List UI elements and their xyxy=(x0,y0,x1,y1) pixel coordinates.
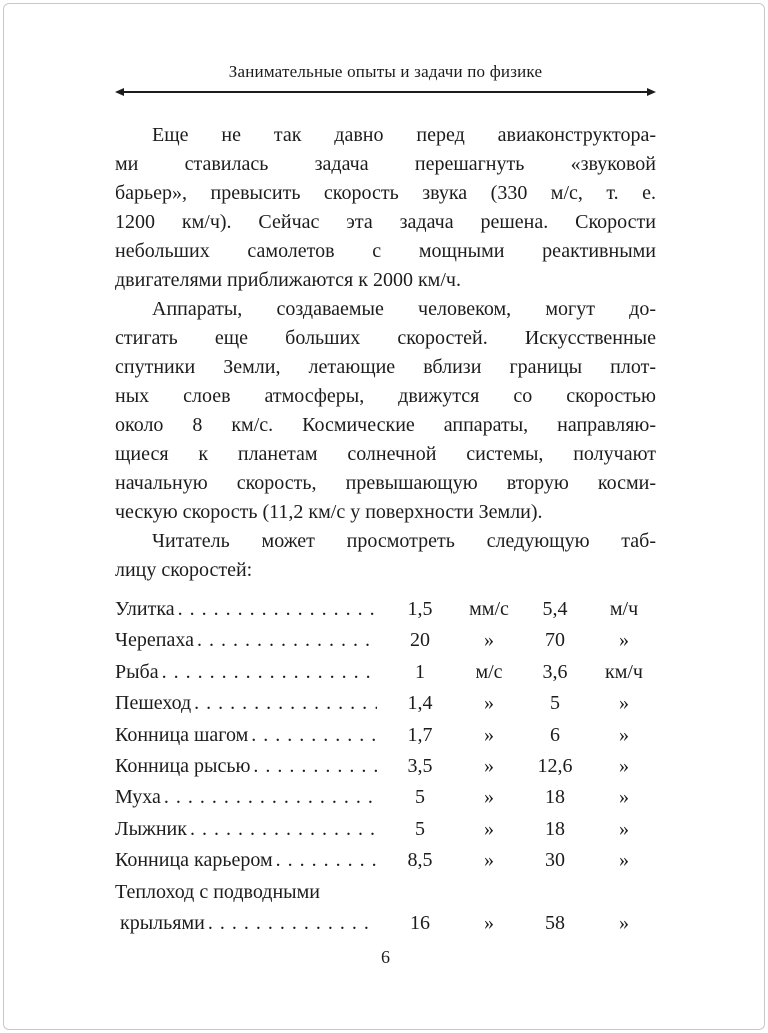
body-text xyxy=(115,121,656,585)
value-2: 30 xyxy=(545,849,565,872)
table-row xyxy=(115,751,656,782)
value-1: 16 xyxy=(410,912,430,935)
text-line: двигателями приближаются к 2000 км/ч. xyxy=(115,269,461,291)
text-line: Аппараты, создаваемые человеком, могут до- xyxy=(152,298,656,320)
table-row xyxy=(115,877,656,908)
unit-1: » xyxy=(484,629,494,652)
table-row xyxy=(115,657,656,688)
value-1: 1,7 xyxy=(407,723,433,746)
unit-2: » xyxy=(619,849,629,872)
arrow-right-icon xyxy=(647,88,656,96)
dot-leader xyxy=(178,594,377,625)
unit-2: » xyxy=(619,723,629,746)
table-row xyxy=(115,782,656,813)
dot-leader xyxy=(162,657,377,688)
row-label: Теплоход с подводными xyxy=(115,880,320,903)
value-2: 5 xyxy=(550,692,560,715)
value-2: 70 xyxy=(545,629,565,652)
unit-2: » xyxy=(619,755,629,778)
unit-2: » xyxy=(619,817,629,840)
value-1: 3,5 xyxy=(407,755,433,778)
table-row xyxy=(115,908,656,939)
header-rule xyxy=(115,88,656,96)
row-label: Конница рысью xyxy=(115,755,251,778)
dot-leader xyxy=(251,720,377,751)
unit-2: м/ч xyxy=(609,598,639,620)
table-row xyxy=(115,814,656,845)
arrow-left-icon xyxy=(115,88,124,96)
value-2: 58 xyxy=(545,912,565,935)
table-row xyxy=(115,594,656,625)
dot-leader xyxy=(197,625,377,656)
dot-leader xyxy=(208,908,377,939)
row-label: Конница карьером xyxy=(115,849,273,872)
value-1: 8,5 xyxy=(407,849,433,872)
table-row xyxy=(115,688,656,719)
value-2: 12,6 xyxy=(537,755,573,778)
unit-1: » xyxy=(484,723,494,746)
text-line: ных слоев атмосферы, движутся со скоростью xyxy=(115,385,656,407)
text-line: начальную скорость, превышающую вторую косми- xyxy=(115,472,656,494)
dot-leader xyxy=(276,845,377,876)
value-1: 5 xyxy=(415,817,425,840)
unit-1: » xyxy=(484,692,494,715)
row-label: Рыба xyxy=(115,660,159,683)
text-line: спутники Земли, летающие вблизи границы плот- xyxy=(115,356,656,378)
rule-line xyxy=(124,91,647,92)
row-label: Лыжник xyxy=(115,817,187,840)
text-line: небольших самолетов с мощными реактивными xyxy=(115,240,656,262)
value-1: 1,4 xyxy=(407,692,433,715)
text-line: 1200 км/ч). Сейчас эта задача решена. Скорости xyxy=(115,211,656,233)
value-2: 6 xyxy=(550,723,560,746)
unit-2: » xyxy=(619,786,629,809)
text-line: Читатель может просмотреть следующую таб- xyxy=(152,530,656,552)
dot-leader xyxy=(190,814,377,845)
text-line: лицу скоростей: xyxy=(115,559,253,581)
value-1: 20 xyxy=(410,629,430,652)
value-2: 18 xyxy=(545,817,565,840)
value-1: 1 xyxy=(415,660,425,683)
table-row xyxy=(115,845,656,876)
unit-1: » xyxy=(484,755,494,778)
text-line: ми ставилась задача перешагнуть «звуковой xyxy=(115,153,656,175)
text-line: Еще не так давно перед авиаконструктора- xyxy=(152,124,656,146)
unit-2: км/ч xyxy=(605,660,643,683)
speed-table xyxy=(115,594,656,939)
value-1: 5 xyxy=(415,786,425,809)
unit-1: » xyxy=(484,849,494,872)
unit-2: » xyxy=(619,629,629,652)
table-row xyxy=(115,625,656,656)
row-label: Черепаха xyxy=(115,629,194,652)
unit-1: » xyxy=(484,786,494,809)
row-label: крыльями xyxy=(115,912,205,935)
text-line: щиеся к планетам солнечной системы, получают xyxy=(115,443,656,465)
table-row xyxy=(115,720,656,751)
unit-1: мм/с xyxy=(469,598,509,620)
row-label: Муха xyxy=(115,786,161,809)
unit-1: » xyxy=(484,817,494,840)
text-block xyxy=(115,0,656,968)
dot-leader xyxy=(253,751,377,782)
dot-leader xyxy=(194,688,377,719)
row-label: Пешеход xyxy=(115,692,192,715)
unit-1: » xyxy=(484,912,494,935)
value-2: 5,4 xyxy=(542,598,568,620)
text-line: ческую скорость (11,2 км/с у поверхности Земли). xyxy=(115,501,543,523)
value-1: 1,5 xyxy=(407,598,433,620)
text-line: барьер», превысить скорость звука (330 м/с, т. е. xyxy=(115,182,656,204)
dot-leader xyxy=(164,782,377,813)
unit-2: » xyxy=(619,912,629,935)
row-label: Конница шагом xyxy=(115,723,249,746)
value-2: 18 xyxy=(545,786,565,809)
unit-2: » xyxy=(619,692,629,715)
row-label: Улитка xyxy=(115,598,175,620)
value-2: 3,6 xyxy=(542,660,568,683)
page-number: 6 xyxy=(381,947,390,968)
header-title: Занимательные опыты и задачи по физике xyxy=(228,62,543,81)
text-line: около 8 км/с. Космические аппараты, направляю- xyxy=(115,414,656,436)
unit-1: м/с xyxy=(475,660,503,683)
text-line: стигать еще больших скоростей. Искусственные xyxy=(115,327,656,349)
